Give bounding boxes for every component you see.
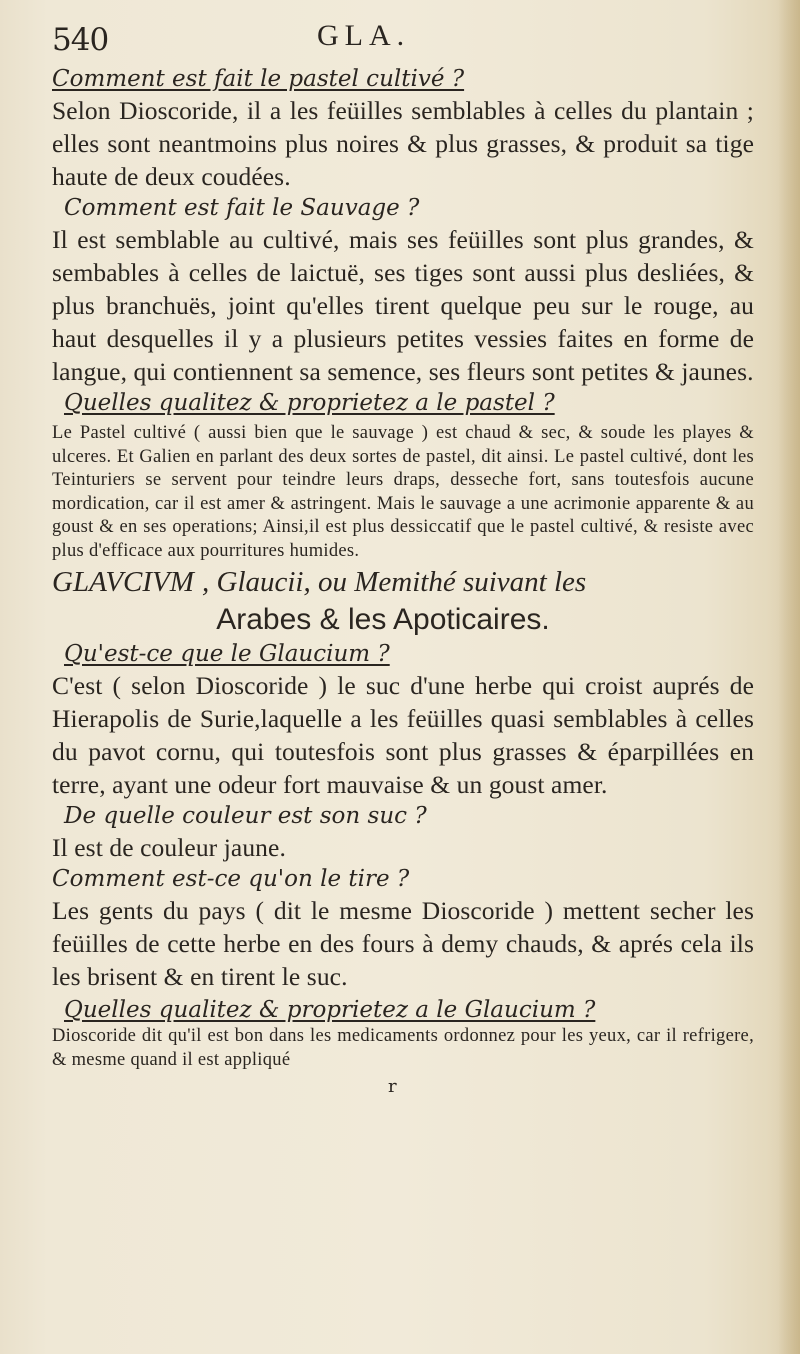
section-heading-line2: Arabes & les Apoticaires. [216, 603, 550, 636]
body-paragraph: Selon Dioscoride, il a les feüilles semblables à celles du plantain ; elles sont neantmoins plus noires & plus grasses, & produit sa tige haute de deux coudées. [52, 96, 754, 191]
question-heading: Quelles qualitez & proprietez a le pastel ? [64, 390, 555, 416]
question-heading: Comment est-ce qu'on le tire ? [52, 866, 410, 892]
question-heading: De quelle couleur est son suc ? [64, 803, 427, 829]
small-paragraph: Le Pastel cultivé ( aussi bien que le sauvage ) est chaud & sec, & soude les playes & ulceres. Et Galien en parlant des deux sortes de pastel, dit ainsi. Le pastel cultivé, dont les Teinturiers se servent pour teindre leurs draps, desseche fort, sans toutesfois aucune mordication, car il est amer & astringent. Mais le sauvage a une acrimonie apparente & au goust & en ses operations; Ainsi,il est plus dessiccatif que le pastel cultivé, & resiste avec plus d'efficace aux pourritures humides. [52, 423, 754, 561]
body-paragraph: Il est semblable au cultivé, mais ses feüilles sont plus grandes, & sembables à celles de laictuë, ses tiges sont aussi plus desliées, & plus branchuës, joint qu'elles tirent quelque peu sur le rouge, au haut desquelles il y a plusieurs petites vessies faites en forme de langue, qui contiennent sa semence, ses fleurs sont petites & jaunes. [52, 225, 754, 386]
page-number: 540 [52, 22, 109, 58]
question-heading: Comment est fait le pastel cultivé ? [52, 66, 465, 92]
section-heading-rest: , Glaucii, ou Memithé suivant les [202, 566, 587, 598]
catchword: r [388, 1076, 397, 1097]
question-heading: Comment est fait le Sauvage ? [64, 195, 420, 221]
question-heading: Qu'est-ce que le Glaucium ? [64, 641, 390, 667]
section-heading [52, 565, 754, 600]
body-paragraph: Les gents du pays ( dit le mesme Dioscoride ) mettent secher les feüilles de cette herbe en des fours à demy chauds, & aprés cela ils les brisent & en tirent le suc. [52, 896, 754, 991]
running-head: GLA. [317, 19, 411, 52]
page-edge-shadow [778, 0, 800, 1354]
small-paragraph: Dioscoride dit qu'il est bon dans les medicaments ordonnez pour les yeux, car il refrigere, & mesme quand il est appliqué [52, 1026, 754, 1070]
body-paragraph: C'est ( selon Dioscoride ) le suc d'une herbe qui croist auprés de Hierapolis de Surie,laquelle a les feüilles quasi semblables à celles du pavot cornu, qui toutesfois sont plus grasses & éparpillées en terre, ayant une odeur fort mauvaise & un goust amer. [52, 671, 754, 799]
section-heading-title: GLAVCIVM [52, 566, 194, 598]
body-paragraph: Il est de couleur jaune. [52, 833, 286, 862]
page-body [52, 64, 754, 1097]
question-heading: Quelles qualitez & proprietez a le Glaucium ? [64, 997, 596, 1023]
